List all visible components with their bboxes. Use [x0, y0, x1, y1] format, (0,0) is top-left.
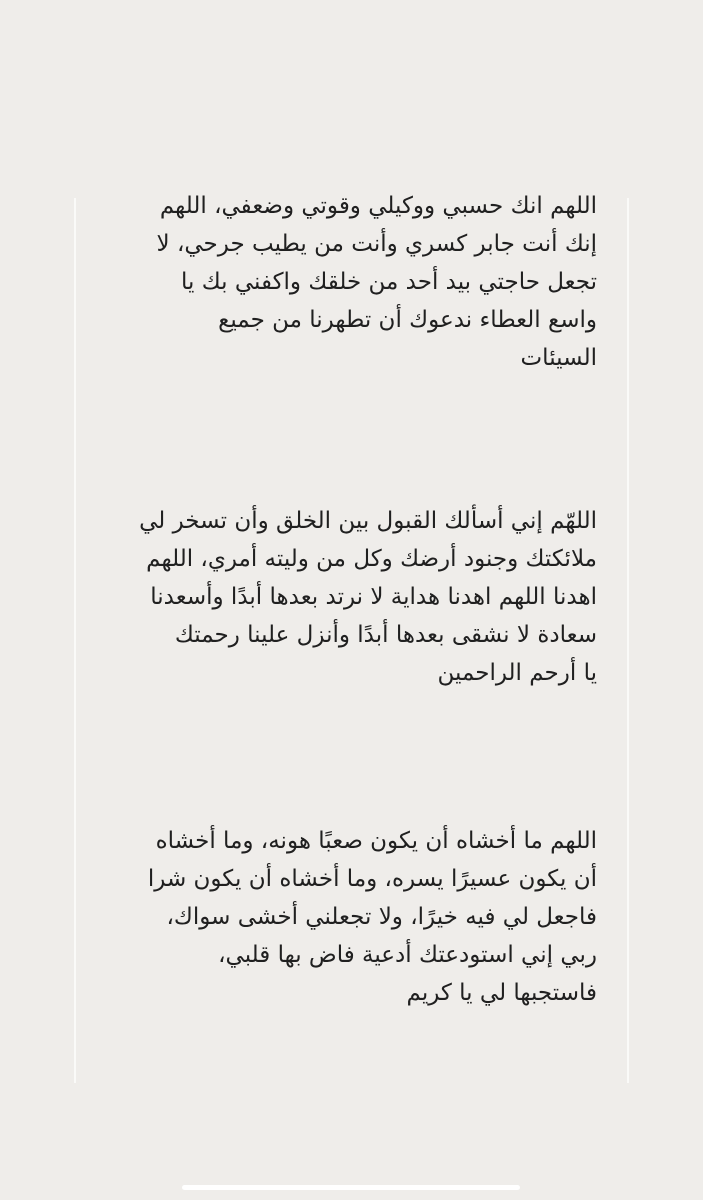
dua-paragraph-2	[105, 502, 597, 692]
dua-2-line-4: سعادة لا نشقى بعدها أبدًا وأنزل علينا رحمتك	[174, 622, 597, 648]
dua-3-line-4: ربي إني استودعتك أدعية فاض بها قلبي،	[218, 942, 597, 968]
dua-2-line-3: اهدنا اللهم اهدنا هداية لا نرتد بعدها أبدًا وأسعدنا	[150, 584, 597, 610]
dua-paragraph-1	[105, 187, 597, 377]
dua-3-line-5: فاستجبها لي يا كريم	[406, 980, 597, 1006]
dua-paragraph-3	[105, 822, 597, 1012]
home-indicator[interactable]	[182, 1185, 520, 1190]
dua-3-line-3: فاجعل لي فيه خيرًا، ولا تجعلني أخشى سواك،	[166, 904, 597, 930]
dua-2-line-2: ملائكتك وجنود أرضك وكل من وليته أمري، اللهم	[146, 546, 597, 572]
dua-3-line-1: اللهم ما أخشاه أن يكون صعبًا هونه، وما أخشاه	[155, 828, 597, 854]
dua-2-line-5: يا أرحم الراحمين	[437, 660, 597, 686]
dua-1-line-1: اللهم انك حسبي ووكيلي وقوتي وضعفي، اللهم	[159, 193, 597, 219]
left-edge-line	[74, 198, 76, 1083]
dua-3-line-2: أن يكون عسيرًا يسره، وما أخشاه أن يكون شرا	[147, 866, 597, 892]
dua-1-line-4: واسع العطاء ندعوك أن تطهرنا من جميع	[218, 307, 597, 333]
right-edge-line	[627, 198, 629, 1083]
dua-1-line-3: تجعل حاجتي بيد أحد من خلقك واكفني بك يا	[181, 269, 597, 295]
dua-2-line-1: اللهّم إني أسألك القبول بين الخلق وأن تسخر لي	[139, 508, 597, 534]
dua-1-line-5: السيئات	[520, 345, 597, 371]
dua-1-line-2: إنك أنت جابر كسري وأنت من يطيب جرحي، لا	[156, 231, 597, 257]
